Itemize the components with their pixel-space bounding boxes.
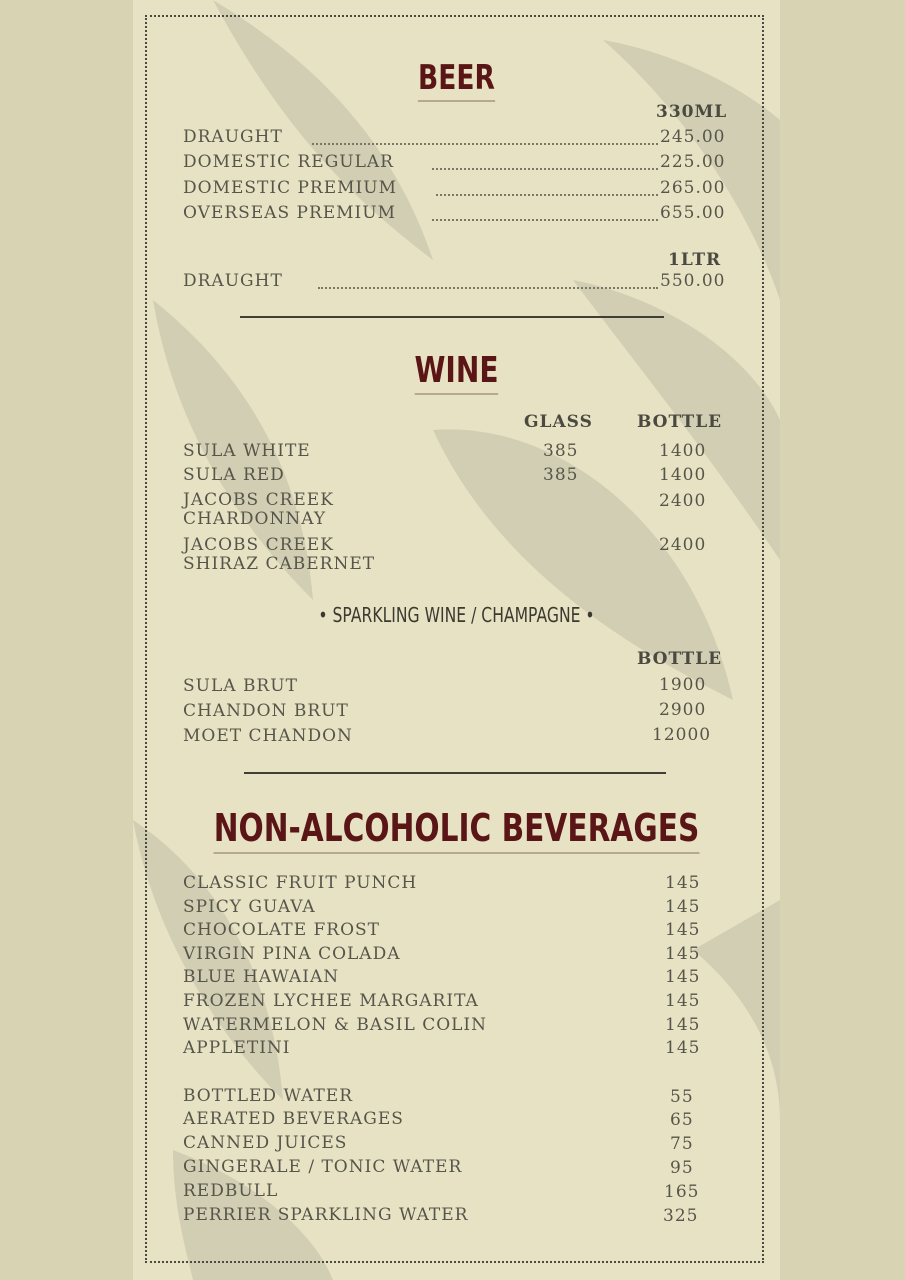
beverage-name: REDBULL [183,1181,279,1201]
beverage-name: CANNED JUICES [183,1133,348,1153]
section-divider [240,316,664,318]
mocktail-name: WATERMELON & BASIL COLIN [183,1015,488,1035]
wine-item-name-line2: SHIRAZ CABERNET [183,554,376,574]
wine-heading: WINE [204,350,709,391]
sparkling-item-name: CHANDON BRUT [183,701,349,721]
mocktail-price: 145 [665,944,701,964]
wine-item-bottle: 1400 [659,465,707,485]
beverage-price: 55 [670,1087,694,1107]
beer-item-price: 225.00 [660,152,726,172]
mocktail-name: VIRGIN PINA COLADA [183,944,401,964]
wine-item-bottle: 1400 [659,441,707,461]
beer-item-price: 245.00 [660,127,726,147]
leader-dots [312,143,658,145]
beverage-price: 325 [663,1206,699,1226]
wine-item-name-line2: CHARDONNAY [183,509,327,529]
mocktail-name: SPICY GUAVA [183,897,316,917]
sparkling-bottle-header: BOTTLE [637,649,723,669]
mocktail-price: 145 [665,967,701,987]
wine-item-name: SULA RED [183,465,285,485]
beer-item-name: DRAUGHT [183,271,283,291]
beverage-price: 95 [670,1158,694,1178]
section-divider [244,772,666,774]
beer-1ltr-header: 1LTR [668,250,722,270]
leader-dots [318,287,658,289]
sparkling-subheading: • SPARKLING WINE / CHAMPAGNE • [318,603,595,627]
wine-item-name: SULA WHITE [183,441,311,461]
sparkling-item-bottle: 12000 [652,725,712,745]
mocktail-name: BLUE HAWAIAN [183,967,340,987]
beer-item-name: DOMESTIC PREMIUM [183,178,397,198]
beverage-price: 65 [670,1110,694,1130]
beverage-price: 165 [664,1182,700,1202]
wine-item-glass: 385 [543,441,579,461]
wine-item-bottle: 2400 [659,535,707,555]
wine-item-bottle: 2400 [659,491,707,511]
mocktail-price: 145 [665,920,701,940]
beer-item-name: DRAUGHT [183,127,283,147]
mocktail-price: 145 [665,1038,701,1058]
mocktail-price: 145 [665,991,701,1011]
mocktail-name: CHOCOLATE FROST [183,920,381,940]
leader-dots [432,219,658,221]
beverage-name: PERRIER SPARKLING WATER [183,1205,469,1225]
wine-item-name: JACOBS CREEK [183,535,334,555]
beer-item-price: 550.00 [660,271,726,291]
mocktail-price: 145 [665,1015,701,1035]
beverage-price: 75 [670,1134,694,1154]
beverage-name: BOTTLED WATER [183,1086,353,1106]
sparkling-item-bottle: 2900 [659,700,707,720]
wine-glass-header: GLASS [524,412,593,432]
beer-heading: BEER [204,58,709,98]
mocktail-price: 145 [665,873,701,893]
wine-bottle-header: BOTTLE [637,412,723,432]
beverage-name: GINGERALE / TONIC WATER [183,1157,463,1177]
leader-dots [436,194,658,196]
sparkling-item-name: MOET CHANDON [183,726,353,746]
leader-dots [432,168,658,170]
beer-item-price: 655.00 [660,203,726,223]
mocktail-price: 145 [665,897,701,917]
beer-item-price: 265.00 [660,178,726,198]
mocktail-name: CLASSIC FRUIT PUNCH [183,873,418,893]
sparkling-item-bottle: 1900 [659,675,707,695]
beer-item-name: DOMESTIC REGULAR [183,152,394,172]
wine-item-name: JACOBS CREEK [183,490,334,510]
beverage-name: AERATED BEVERAGES [183,1109,404,1129]
beer-item-name: OVERSEAS PREMIUM [183,203,397,223]
wine-item-glass: 385 [543,465,579,485]
sparkling-item-name: SULA BRUT [183,676,298,696]
non-alcoholic-heading: NON-ALCOHOLIC BEVERAGES [204,806,709,850]
beer-330ml-header: 330ML [656,102,728,122]
mocktail-name: APPLETINI [183,1038,291,1058]
mocktail-name: FROZEN LYCHEE MARGARITA [183,991,479,1011]
